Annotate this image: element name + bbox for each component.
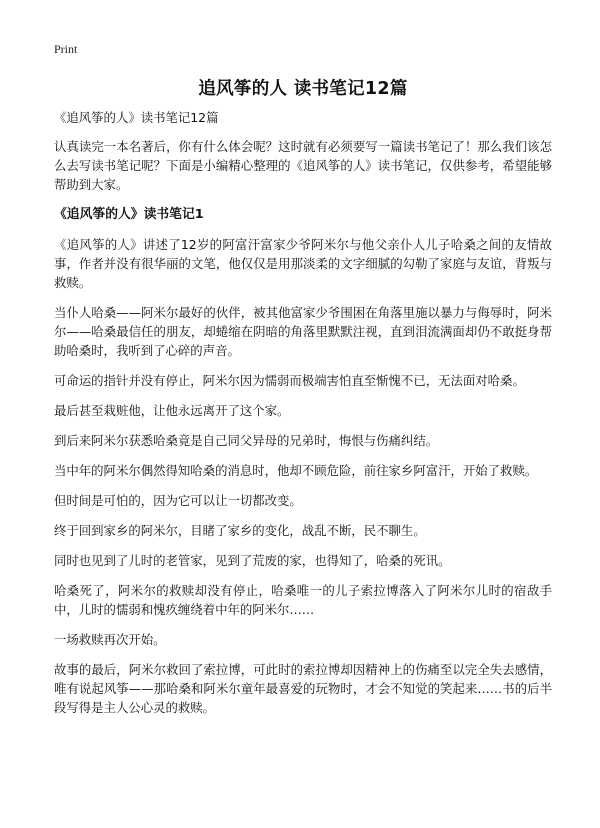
body-paragraph: 一场救赎再次开始。 bbox=[54, 632, 166, 647]
body-paragraph: 可命运的指针并没有停止，阿米尔因为懦弱而极端害怕直至惭愧不已，无法面对哈桑。 bbox=[54, 373, 525, 388]
body-paragraph: 当仆人哈桑——阿米尔最好的伙伴，被其他富家少爷围困在角落里施以暴力与侮辱时，阿米尔——哈桑最信任的朋友，却蜷缩在阴暗的角落里默默注视，直到泪流满面却仍不敢挺身帮助哈桑时，我听到了心碎的声音。 bbox=[54, 305, 552, 358]
document-title: 追风筝的人 读书笔记12篇 bbox=[198, 79, 408, 99]
body-paragraph: 同时也见到了儿时的老管家，见到了荒废的家，也得知了，哈桑的死讯。 bbox=[54, 553, 451, 568]
section-heading: 《追风筝的人》读书笔记1 bbox=[54, 207, 204, 222]
body-paragraph: 故事的最后，阿米尔救回了索拉博，可此时的索拉博却因精神上的伤痛至以完全失去感情，唯有说起风筝——那哈桑和阿米尔童年最喜爱的玩物时，才会不知觉的笑起来……书的后半段写得是主人公心灵的救赎。 bbox=[54, 662, 552, 715]
body-paragraph: 《追风筝的人》讲述了12岁的阿富汗富家少爷阿米尔与他父亲仆人儿子哈桑之间的友情故事，作者并没有很华丽的文笔，他仅仅是用那淡柔的文字细腻的勾勒了家庭与友谊，背叛与救赎。 bbox=[54, 237, 552, 290]
body-paragraph: 哈桑死了，阿米尔的救赎却没有停止，哈桑唯一的儿子索拉博落入了阿米尔儿时的宿敌手中，儿时的懦弱和愧疚缠绕着中年的阿米尔…… bbox=[54, 583, 552, 617]
body-paragraph: 最后甚至栽赃他，让他永远离开了这个家。 bbox=[54, 403, 290, 418]
body-paragraph: 当中年的阿米尔偶然得知哈桑的消息时，他却不顾危险，前往家乡阿富汗，开始了救赎。 bbox=[54, 463, 538, 478]
body-paragraph: 但时间是可怕的，因为它可以让一切都改变。 bbox=[54, 493, 302, 508]
document-subtitle: 《追风筝的人》读书笔记12篇 bbox=[54, 110, 219, 125]
body-paragraph: 终于回到家乡的阿米尔，目睹了家乡的变化，战乱不断，民不聊生。 bbox=[54, 523, 426, 538]
print-link[interactable]: Print bbox=[54, 42, 78, 56]
body-paragraph: 到后来阿米尔获悉哈桑竟是自己同父异母的兄弟时，悔恨与伤痛纠结。 bbox=[54, 433, 439, 448]
intro-paragraph: 认真读完一本名著后，你有什么体会呢？这时就有必须要写一篇读书笔记了！那么我们该怎么去写读书笔记呢？下面是小编精心整理的《追风筝的人》读书笔记，仅供参考，希望能够帮助到大家。 bbox=[54, 139, 552, 192]
